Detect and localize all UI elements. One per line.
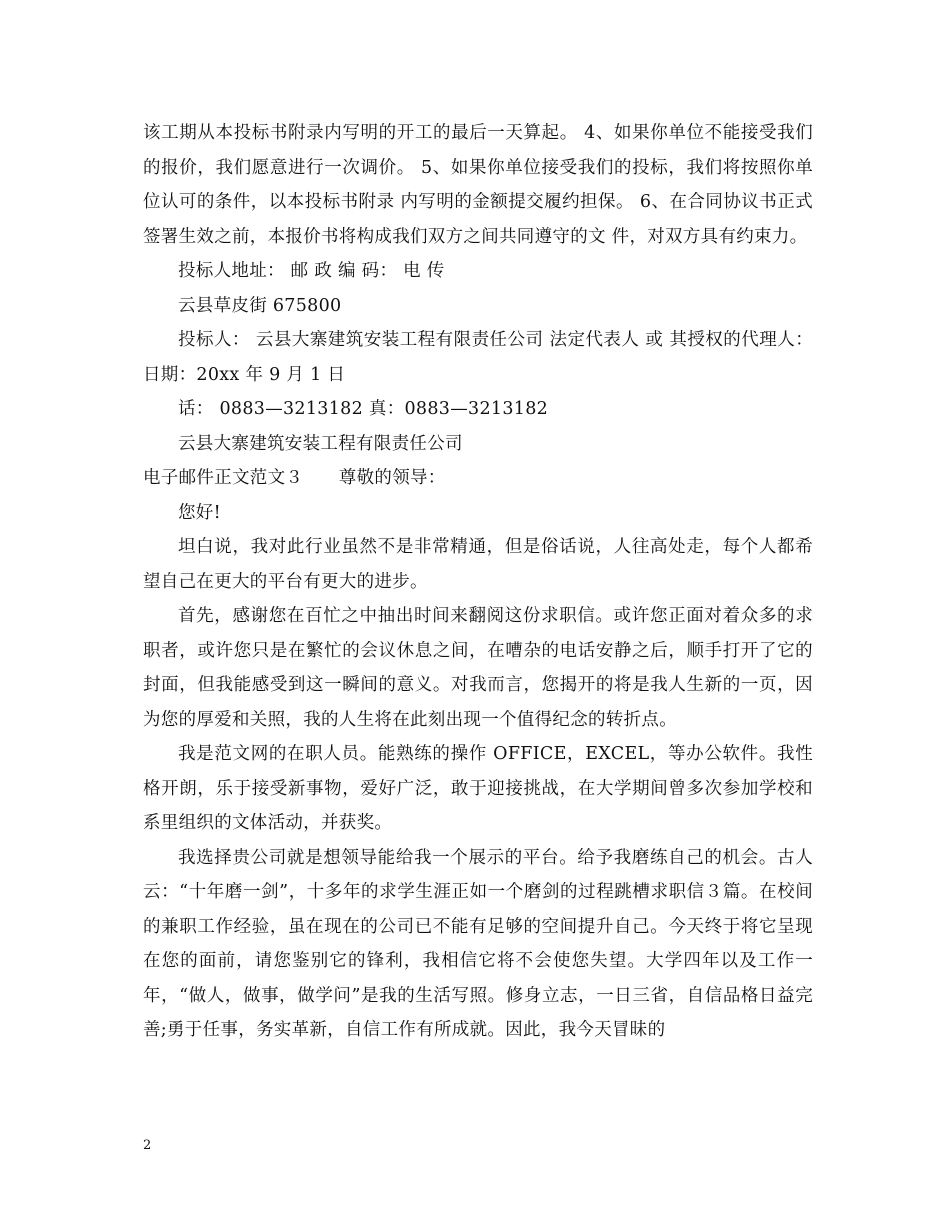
document-body — [143, 116, 813, 1048]
paragraph-greeting: 您好! — [178, 502, 221, 523]
paragraph-bid-terms: 该工期从本投标书附录内写明的开工的最后一天算起。 4、如果你单位不能接受我们的报价，我们愿意进行一次调价。 5、如果你单位接受我们的投标，我们将按照你单位认可的条件，以本投标书附录 内写明的金额提交履约担保。 6、在合同协议书正式签署生效之前，本报价书将构成我们双方之间共同遵守的文 件，对双方具有约束力。 — [143, 123, 813, 247]
paragraph-email-heading: 电子邮件正文范文３ 尊敬的领导： — [143, 468, 446, 488]
paragraph-self-intro: 我是范文网的在职人员。能熟练的操作 OFFICE，EXCEL，等办公软件。我性格开朗，乐于接受新事物，爱好广泛，敢于迎接挑战，在大学期间曾多次参加学校和系里组织的文体活动，并获奖。 — [143, 744, 813, 833]
paragraph-thanks: 首先，感谢您在百忙之中抽出时间来翻阅这份求职信。或许您正面对着众多的求职者，或许您只是在繁忙的会议休息之间，在嘈杂的电话安静之后，顺手打开了它的封面，但我能感受到这一瞬间的意义。对我而言，您揭开的将是我人生新的一页，因为您的厚爱和关照，我的人生将在此刻出现一个值得纪念的转折点。 — [143, 606, 813, 730]
paragraph-bidder-address: 云县草皮街 675800 — [178, 295, 342, 316]
paragraph-bidder-address-label: 投标人地址： 邮 政 编 码： 电 传 — [178, 261, 445, 281]
paragraph-bidder-info: 投标人： 云县大寨建筑安装工程有限责任公司 法定代表人 或 其授权的代理人： 日期：20xx 年 9 月 1 日 — [143, 330, 813, 385]
page-number: 2 — [143, 1138, 152, 1153]
paragraph-company-name: 云县大寨建筑安装工程有限责任公司 — [178, 433, 463, 454]
paragraph-phone-fax: 话： 0883—3213182 真：0883—3213182 — [178, 399, 549, 419]
paragraph-intro: 坦白说，我对此行业虽然不是非常精通，但是俗话说，人往高处走，每个人都希望自己在更大的平台有更大的进步。 — [143, 537, 813, 592]
paragraph-motivation: 我选择贵公司就是想领导能给我一个展示的平台。给予我磨练自己的机会。古人云：“十年磨一剑”，十多年的求学生涯正如一个磨剑的过程跳槽求职信３篇。在校间的兼职工作经验，虽在现在的公司已不能有足够的空间提升自己。今天终于将它呈现在您的面前，请您鉴别它的锋利，我相信它将不会使您失望。大学四年以及工作一年，“做人，做事，做学问”是我的生活写照。修身立志，一日三省，自信品格日益完善;勇于任事，务实革新，自信工作有所成就。因此，我今天冒昧的 — [143, 847, 813, 1040]
